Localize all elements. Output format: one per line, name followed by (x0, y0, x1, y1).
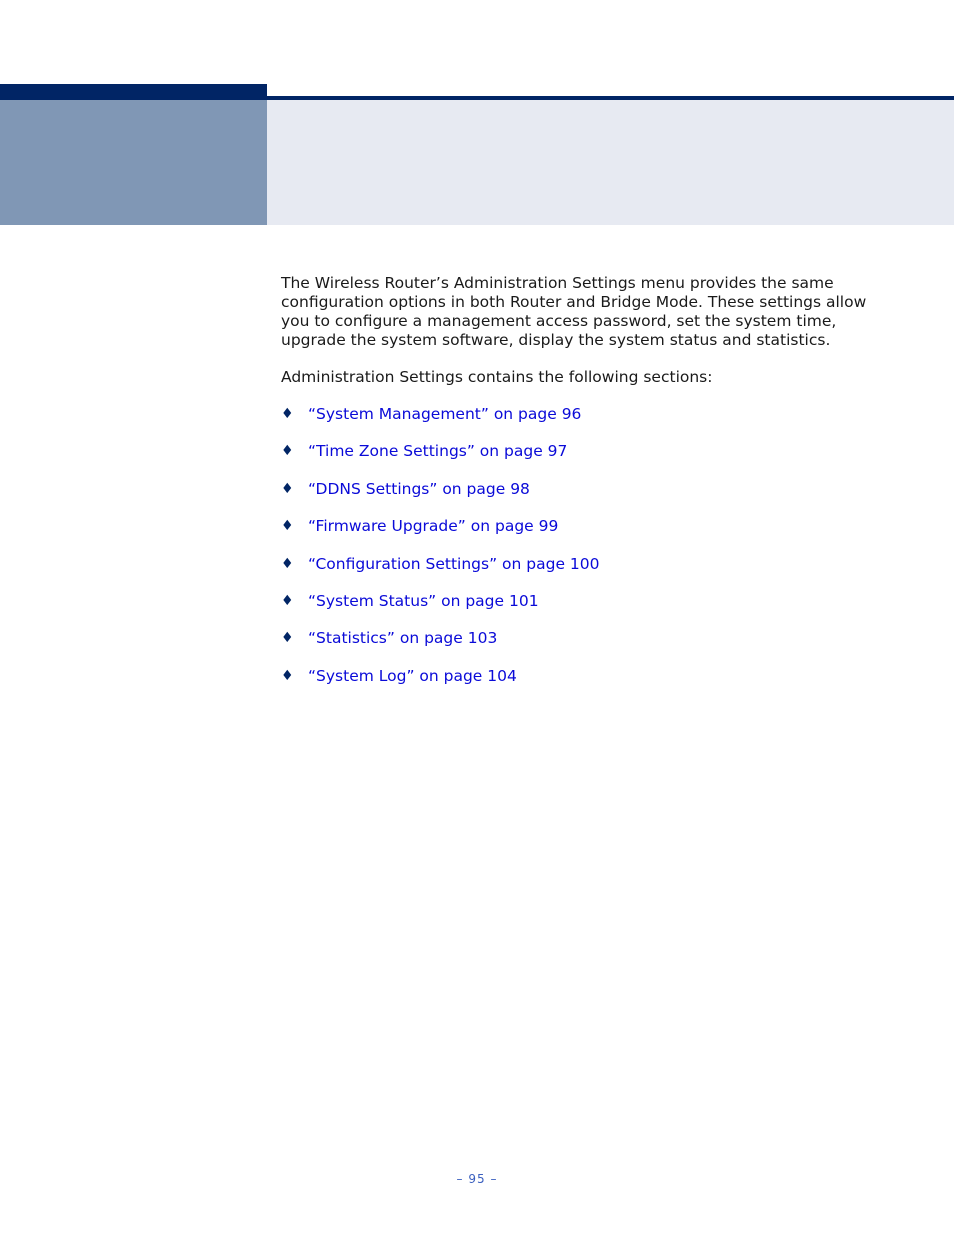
sections-intro: Administration Settings contains the following sections: (281, 368, 713, 386)
diamond-bullet-icon: ♦ (281, 406, 294, 422)
link-time-zone-settings[interactable]: “Time Zone Settings” on page 97 (308, 442, 568, 461)
link-system-management[interactable]: “System Management” on page 96 (308, 405, 582, 423)
diamond-bullet-icon: ♦ (281, 592, 294, 609)
diamond-bullet-icon: ♦ (281, 480, 294, 497)
header-title-area (267, 100, 954, 225)
diamond-bullet-icon: ♦ (281, 518, 294, 535)
link-ddns-settings[interactable]: “DDNS Settings” on page 98 (308, 479, 530, 498)
link-system-status[interactable]: “System Status” on page 101 (308, 591, 539, 610)
list-item (281, 517, 881, 536)
header-left-block (0, 100, 267, 225)
diamond-bullet-icon: ♦ (281, 667, 294, 684)
list-item (281, 592, 881, 611)
diamond-bullet-icon: ♦ (281, 443, 294, 460)
list-item (281, 405, 881, 424)
link-statistics[interactable]: “Statistics” on page 103 (308, 629, 498, 648)
list-item (281, 442, 881, 461)
diamond-bullet-icon: ♦ (281, 630, 294, 647)
link-configuration-settings[interactable]: “Configuration Settings” on page 100 (308, 554, 600, 573)
list-item (281, 667, 881, 686)
header-left-bar (0, 84, 267, 100)
link-system-log[interactable]: “System Log” on page 104 (308, 666, 517, 685)
section-list (281, 405, 881, 686)
list-item (281, 629, 881, 648)
page-number: – 95 – (456, 1172, 498, 1186)
link-firmware-upgrade[interactable]: “Firmware Upgrade” on page 99 (308, 517, 559, 536)
list-item (281, 480, 881, 499)
diamond-bullet-icon: ♦ (281, 555, 294, 572)
list-item (281, 555, 881, 574)
intro-paragraph: The Wireless Router’s Administration Settings menu provides the same configuration options in both Router and Bridge Mode. These settings allow you to configure a management access password, set the system time, upgrade the system software, display the system status and statistics. (281, 274, 867, 349)
main-content (281, 274, 881, 704)
